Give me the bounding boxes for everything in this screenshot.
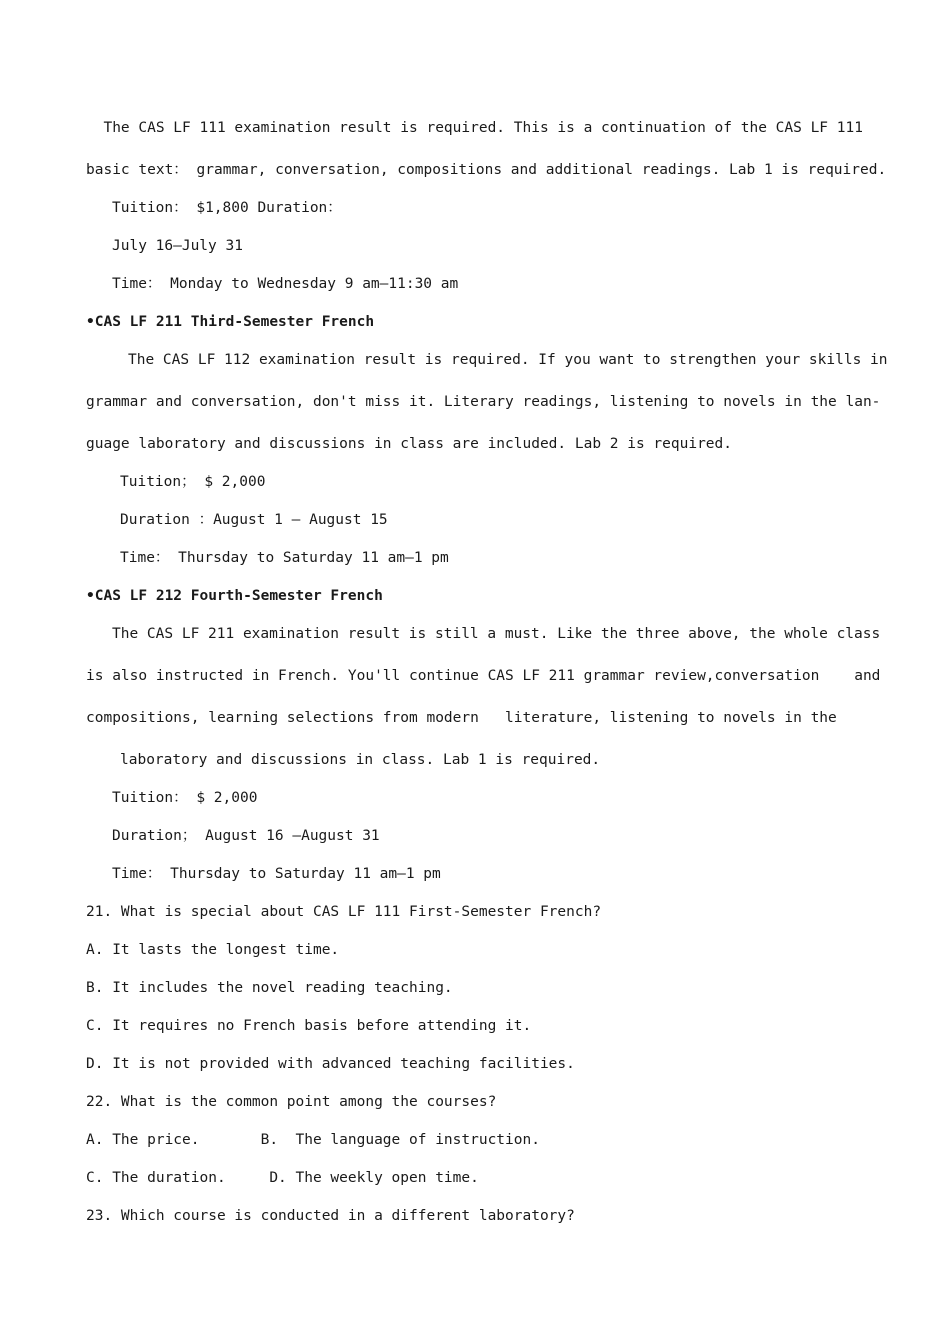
question-23: 23. Which course is conducted in a different laboratory? <box>86 1208 575 1224</box>
duration-line: Duration ：August 1 — August 15 <box>120 512 388 528</box>
option-line: A. It lasts the longest time. <box>86 942 340 958</box>
option-line: D. It is not provided with advanced teaching facilities. <box>86 1056 575 1072</box>
paragraph-line: grammar and conversation, don't miss it. Literary readings, listening to novels in the lan- <box>86 394 881 410</box>
paragraph-line: The CAS LF 112 examination result is required. If you want to strengthen your skills in <box>128 352 888 368</box>
paragraph-line: compositions, learning selections from modern literature, listening to novels in the <box>86 710 837 726</box>
time-line: Time： Thursday to Saturday 11 am—1 pm <box>120 550 449 566</box>
date-line: July 16—July 31 <box>112 238 243 254</box>
course-heading: •CAS LF 212 Fourth-Semester French <box>86 588 383 604</box>
option-line: C. It requires no French basis before attending it. <box>86 1018 532 1034</box>
question-21: 21. What is special about CAS LF 111 First-Semester French? <box>86 904 602 920</box>
tuition-line: Tuition： $ 2,000 <box>112 790 258 806</box>
paragraph-line: laboratory and discussions in class. Lab 1 is required. <box>120 752 601 768</box>
paragraph-line: is also instructed in French. You'll continue CAS LF 211 grammar review,conversation and <box>86 668 881 684</box>
option-line: C. The duration. D. The weekly open time. <box>86 1170 479 1186</box>
paragraph-line: The CAS LF 211 examination result is still a must. Like the three above, the whole class <box>112 626 881 642</box>
course-heading: •CAS LF 211 Third-Semester French <box>86 314 375 330</box>
time-line: Time： Thursday to Saturday 11 am—1 pm <box>112 866 441 882</box>
time-line: Time： Monday to Wednesday 9 am—11:30 am <box>112 276 459 292</box>
duration-line: Duration； August 16 —August 31 <box>112 828 380 844</box>
paragraph-line: The CAS LF 111 examination result is required. This is a continuation of the CAS LF 111 <box>86 120 863 136</box>
question-22: 22. What is the common point among the courses? <box>86 1094 497 1110</box>
tuition-line: Tuition； $ 2,000 <box>120 474 266 490</box>
tuition-line: Tuition： $1,800 Duration： <box>112 200 342 216</box>
option-line: A. The price. B. The language of instruction. <box>86 1132 540 1148</box>
option-line: B. It includes the novel reading teaching. <box>86 980 453 996</box>
paragraph-line: basic text： grammar, conversation, compositions and additional readings. Lab 1 is required. <box>86 162 887 178</box>
paragraph-line: guage laboratory and discussions in class are included. Lab 2 is required. <box>86 436 733 452</box>
